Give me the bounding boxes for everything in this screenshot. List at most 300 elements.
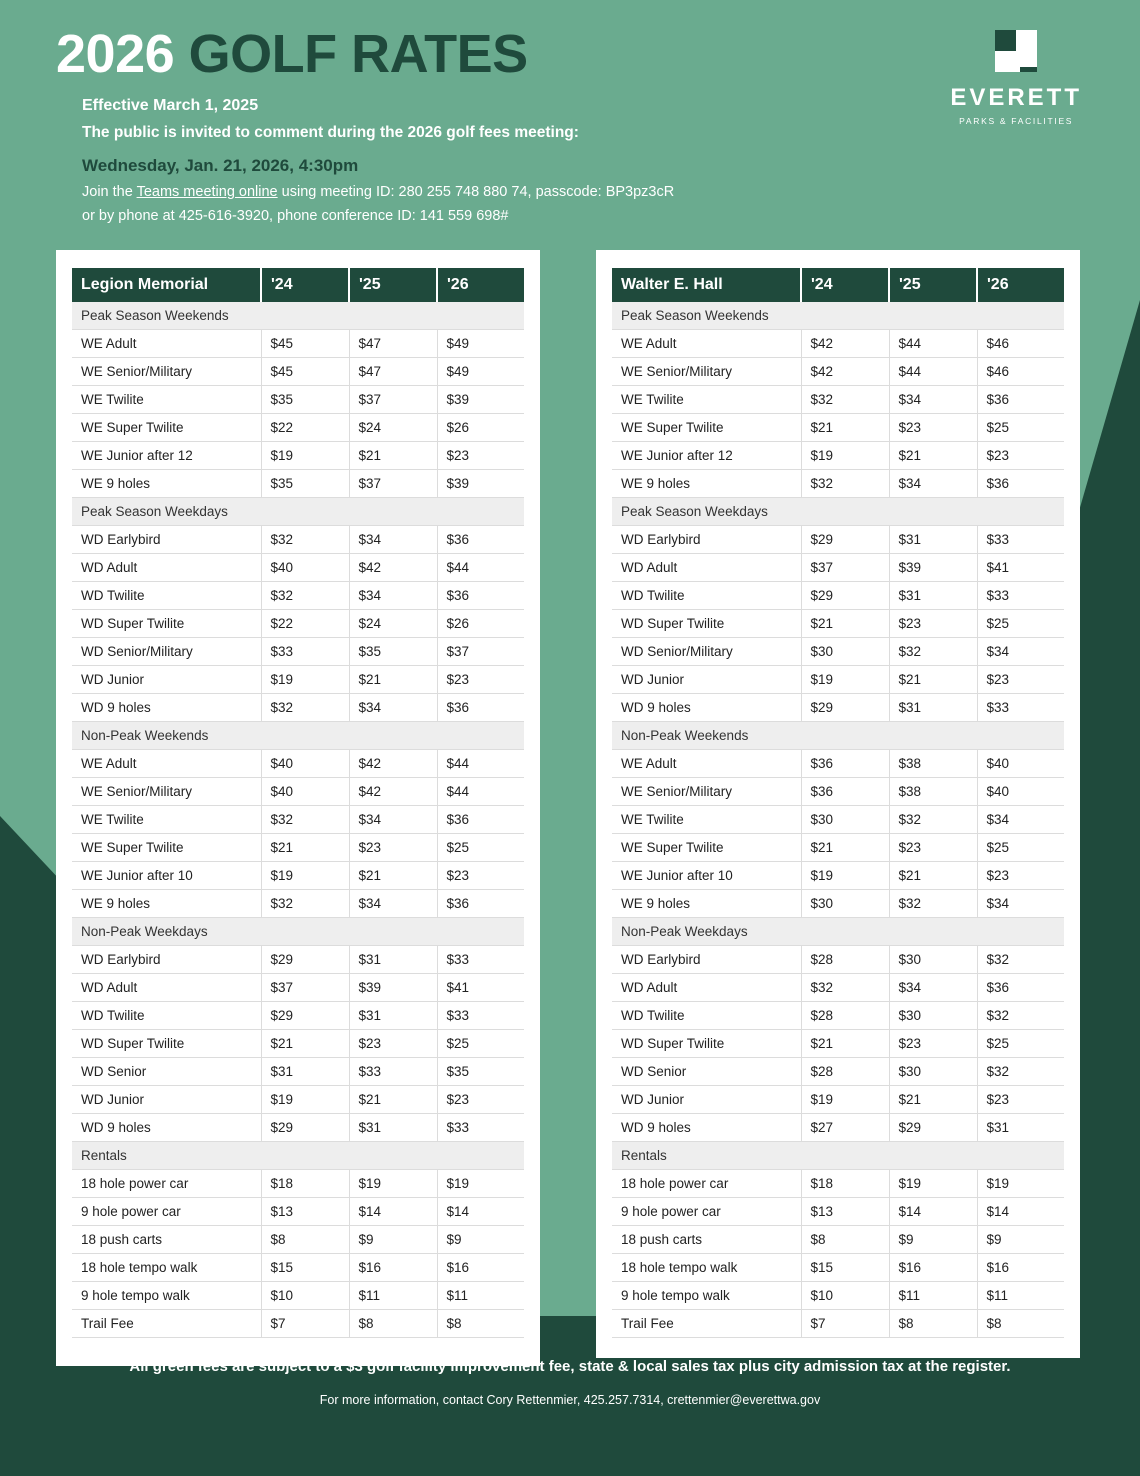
course-name-header: Walter E. Hall xyxy=(612,268,801,302)
rate-value: $22 xyxy=(261,413,349,441)
rate-value: $23 xyxy=(437,441,524,469)
rate-value: $26 xyxy=(437,609,524,637)
rate-label: WE 9 holes xyxy=(72,889,261,917)
rate-label: WE Twilite xyxy=(72,385,261,413)
rate-value: $35 xyxy=(349,637,437,665)
rate-value: $41 xyxy=(437,973,524,1001)
table-row xyxy=(612,385,1064,413)
table-section-label: Rentals xyxy=(72,1141,524,1169)
rate-value: $32 xyxy=(801,385,889,413)
table-row xyxy=(612,749,1064,777)
rate-label: WE Junior after 12 xyxy=(612,441,801,469)
table-row xyxy=(612,1085,1064,1113)
rate-label: WD Twilite xyxy=(612,581,801,609)
table-row xyxy=(612,861,1064,889)
table-row xyxy=(612,1281,1064,1309)
table-section-label: Rentals xyxy=(612,1141,1064,1169)
table-header-row xyxy=(612,268,1064,302)
table-row xyxy=(72,1281,524,1309)
title-rest: GOLF RATES xyxy=(188,24,528,84)
rate-value: $8 xyxy=(889,1309,977,1337)
rate-value: $37 xyxy=(349,469,437,497)
rate-value: $23 xyxy=(437,1085,524,1113)
rate-label: WE Super Twilite xyxy=(72,413,261,441)
table-row xyxy=(72,609,524,637)
rate-value: $33 xyxy=(977,581,1064,609)
rate-value: $47 xyxy=(349,329,437,357)
rate-value: $31 xyxy=(889,693,977,721)
rate-value: $30 xyxy=(889,1057,977,1085)
rate-value: $34 xyxy=(889,385,977,413)
rate-value: $30 xyxy=(801,889,889,917)
rate-value: $19 xyxy=(349,1169,437,1197)
rate-value: $36 xyxy=(977,385,1064,413)
rate-label: WE Super Twilite xyxy=(612,413,801,441)
rate-value: $19 xyxy=(801,1085,889,1113)
rate-value: $35 xyxy=(437,1057,524,1085)
page-header xyxy=(0,0,1140,224)
rate-value: $32 xyxy=(261,805,349,833)
rate-value: $31 xyxy=(977,1113,1064,1141)
rate-value: $8 xyxy=(801,1225,889,1253)
rate-label: WD Senior/Military xyxy=(612,637,801,665)
rate-value: $19 xyxy=(801,861,889,889)
rate-value: $33 xyxy=(437,1001,524,1029)
rate-value: $19 xyxy=(801,665,889,693)
rate-value: $44 xyxy=(437,749,524,777)
rate-value: $23 xyxy=(437,861,524,889)
rate-value: $35 xyxy=(261,385,349,413)
rate-value: $34 xyxy=(889,973,977,1001)
table-row xyxy=(72,525,524,553)
rate-value: $32 xyxy=(261,693,349,721)
rate-label: WD Earlybird xyxy=(612,945,801,973)
table-header-row xyxy=(72,268,524,302)
meeting-datetime: Wednesday, Jan. 21, 2026, 4:30pm xyxy=(82,155,359,175)
rate-value: $8 xyxy=(261,1225,349,1253)
rate-value: $34 xyxy=(349,889,437,917)
table-row xyxy=(612,889,1064,917)
rate-value: $23 xyxy=(437,665,524,693)
table-section-row xyxy=(612,721,1064,749)
effective-date: Effective March 1, 2025 xyxy=(82,96,259,114)
rate-value: $39 xyxy=(437,385,524,413)
table-row xyxy=(72,1001,524,1029)
rate-value: $49 xyxy=(437,329,524,357)
rate-value: $21 xyxy=(801,833,889,861)
rate-value: $7 xyxy=(261,1309,349,1337)
rate-value: $21 xyxy=(889,441,977,469)
rate-value: $34 xyxy=(349,525,437,553)
rate-label: WD Twilite xyxy=(72,581,261,609)
rate-value: $25 xyxy=(977,833,1064,861)
table-row xyxy=(72,889,524,917)
rate-value: $38 xyxy=(889,777,977,805)
rate-value: $19 xyxy=(801,441,889,469)
rate-tables xyxy=(0,250,1140,1366)
rate-value: $40 xyxy=(977,749,1064,777)
rate-value: $9 xyxy=(889,1225,977,1253)
rate-value: $19 xyxy=(261,861,349,889)
table-row xyxy=(72,413,524,441)
rate-value: $29 xyxy=(261,1001,349,1029)
rate-value: $14 xyxy=(349,1197,437,1225)
rate-value: $30 xyxy=(801,805,889,833)
rate-value: $37 xyxy=(261,973,349,1001)
rate-value: $34 xyxy=(977,805,1064,833)
logo-name: EVERETT xyxy=(950,84,1082,111)
rate-value: $19 xyxy=(261,1085,349,1113)
rate-value: $11 xyxy=(349,1281,437,1309)
rate-value: $33 xyxy=(977,525,1064,553)
table-row xyxy=(612,609,1064,637)
everett-logo-icon xyxy=(995,30,1037,72)
table-row xyxy=(72,1085,524,1113)
rate-label: WE Super Twilite xyxy=(612,833,801,861)
table-row xyxy=(72,1253,524,1281)
table-row xyxy=(72,329,524,357)
table-section-row xyxy=(72,917,524,945)
rate-label: WE Senior/Military xyxy=(612,777,801,805)
rate-value: $36 xyxy=(801,749,889,777)
table-row xyxy=(612,553,1064,581)
table-row xyxy=(72,833,524,861)
rate-label: WD 9 holes xyxy=(72,1113,261,1141)
rate-value: $47 xyxy=(349,357,437,385)
table-section-row xyxy=(72,721,524,749)
table-row xyxy=(612,1057,1064,1085)
table-section-label: Peak Season Weekdays xyxy=(72,497,524,525)
rate-label: 9 hole tempo walk xyxy=(612,1281,801,1309)
rate-value: $32 xyxy=(801,973,889,1001)
rate-value: $40 xyxy=(261,777,349,805)
rate-value: $15 xyxy=(261,1253,349,1281)
rate-value: $31 xyxy=(261,1057,349,1085)
table-body xyxy=(612,302,1064,1338)
rate-value: $29 xyxy=(889,1113,977,1141)
rate-label: WD Adult xyxy=(72,553,261,581)
rate-value: $33 xyxy=(977,693,1064,721)
table-row xyxy=(612,1225,1064,1253)
rate-label: WD 9 holes xyxy=(72,693,261,721)
table-section-row xyxy=(72,302,524,330)
rate-label: WD Adult xyxy=(612,553,801,581)
rate-value: $34 xyxy=(889,469,977,497)
rate-value: $37 xyxy=(349,385,437,413)
rate-value: $23 xyxy=(889,413,977,441)
rate-value: $14 xyxy=(437,1197,524,1225)
logo-tagline: PARKS & FACILITIES xyxy=(959,116,1074,126)
rate-value: $31 xyxy=(349,945,437,973)
rate-label: WE Adult xyxy=(72,329,261,357)
table-row xyxy=(72,805,524,833)
rate-value: $21 xyxy=(261,1029,349,1057)
table-section-row xyxy=(612,917,1064,945)
rate-label: WD Adult xyxy=(612,973,801,1001)
rate-label: 18 hole power car xyxy=(72,1169,261,1197)
rate-value: $40 xyxy=(977,777,1064,805)
rate-value: $38 xyxy=(889,749,977,777)
table-section-row xyxy=(72,497,524,525)
phone-line: or by phone at 425-616-3920, phone conference ID: 141 559 698# xyxy=(82,207,509,224)
rate-value: $33 xyxy=(349,1057,437,1085)
rate-label: WD Junior xyxy=(72,665,261,693)
table-row xyxy=(72,469,524,497)
rate-value: $29 xyxy=(801,693,889,721)
table-row xyxy=(612,805,1064,833)
rate-value: $25 xyxy=(977,413,1064,441)
table-section-label: Peak Season Weekdays xyxy=(612,497,1064,525)
rate-value: $36 xyxy=(437,693,524,721)
table-row xyxy=(612,1169,1064,1197)
table-head xyxy=(612,268,1064,302)
col-header-25: '25 xyxy=(889,268,977,302)
rate-value: $19 xyxy=(977,1169,1064,1197)
table-section-label: Peak Season Weekends xyxy=(72,302,524,330)
rate-label: WE Junior after 10 xyxy=(612,861,801,889)
rate-label: WE Super Twilite xyxy=(72,833,261,861)
rate-value: $13 xyxy=(801,1197,889,1225)
table-row xyxy=(72,693,524,721)
rate-value: $36 xyxy=(977,973,1064,1001)
rate-value: $11 xyxy=(437,1281,524,1309)
table-row xyxy=(72,553,524,581)
rate-value: $32 xyxy=(889,805,977,833)
table-row xyxy=(72,665,524,693)
table-row xyxy=(612,973,1064,1001)
table-section-label: Non-Peak Weekends xyxy=(72,721,524,749)
rate-value: $13 xyxy=(261,1197,349,1225)
table-row xyxy=(612,637,1064,665)
rate-value: $31 xyxy=(349,1001,437,1029)
rate-label: WE 9 holes xyxy=(72,469,261,497)
rate-value: $21 xyxy=(349,665,437,693)
teams-meeting-link[interactable]: Teams meeting online xyxy=(136,183,278,200)
rate-value: $18 xyxy=(261,1169,349,1197)
rate-value: $19 xyxy=(261,441,349,469)
rate-label: 18 hole tempo walk xyxy=(72,1253,261,1281)
course-name-header: Legion Memorial xyxy=(72,268,261,302)
rate-value: $23 xyxy=(977,441,1064,469)
rate-label: WD Twilite xyxy=(612,1001,801,1029)
rate-value: $21 xyxy=(889,1085,977,1113)
table-row xyxy=(72,357,524,385)
join-suffix: using meeting ID: 280 255 748 880 74, passcode: BP3pz3cR xyxy=(277,183,675,200)
rate-value: $35 xyxy=(261,469,349,497)
table-section-label: Non-Peak Weekdays xyxy=(72,917,524,945)
rate-label: 18 push carts xyxy=(612,1225,801,1253)
table-section-label: Non-Peak Weekdays xyxy=(612,917,1064,945)
rate-value: $32 xyxy=(889,637,977,665)
rate-label: 9 hole power car xyxy=(72,1197,261,1225)
rate-value: $8 xyxy=(349,1309,437,1337)
table-row xyxy=(72,581,524,609)
rate-label: 9 hole power car xyxy=(612,1197,801,1225)
rate-value: $30 xyxy=(889,945,977,973)
rate-value: $28 xyxy=(801,1057,889,1085)
rate-value: $21 xyxy=(261,833,349,861)
rate-value: $16 xyxy=(977,1253,1064,1281)
table-row xyxy=(612,357,1064,385)
rate-label: WD Earlybird xyxy=(72,945,261,973)
rate-value: $11 xyxy=(977,1281,1064,1309)
rate-value: $31 xyxy=(889,525,977,553)
rate-value: $42 xyxy=(801,329,889,357)
rate-value: $23 xyxy=(349,833,437,861)
rate-value: $21 xyxy=(349,441,437,469)
rate-value: $21 xyxy=(801,609,889,637)
rate-value: $45 xyxy=(261,329,349,357)
rate-label: 18 hole tempo walk xyxy=(612,1253,801,1281)
rate-value: $44 xyxy=(889,329,977,357)
rate-value: $24 xyxy=(349,413,437,441)
rate-value: $21 xyxy=(349,1085,437,1113)
table-row xyxy=(72,637,524,665)
rate-value: $8 xyxy=(437,1309,524,1337)
rate-value: $25 xyxy=(977,609,1064,637)
table-row xyxy=(612,693,1064,721)
col-header-24: '24 xyxy=(261,268,349,302)
rate-label: WD Super Twilite xyxy=(612,1029,801,1057)
rate-value: $44 xyxy=(437,553,524,581)
rate-value: $10 xyxy=(801,1281,889,1309)
rate-label: WE Adult xyxy=(612,749,801,777)
rate-value: $44 xyxy=(889,357,977,385)
rate-label: WE Adult xyxy=(72,749,261,777)
table-row xyxy=(72,1113,524,1141)
rate-label: WD Senior xyxy=(612,1057,801,1085)
table-row xyxy=(72,777,524,805)
table-row xyxy=(72,1057,524,1085)
rate-value: $33 xyxy=(437,1113,524,1141)
rate-value: $18 xyxy=(801,1169,889,1197)
rate-value: $14 xyxy=(977,1197,1064,1225)
join-line xyxy=(56,184,1080,200)
rate-label: WD 9 holes xyxy=(612,693,801,721)
rate-value: $34 xyxy=(977,889,1064,917)
rate-value: $22 xyxy=(261,609,349,637)
table-row xyxy=(72,861,524,889)
table-row xyxy=(72,945,524,973)
rate-value: $34 xyxy=(349,693,437,721)
rate-value: $19 xyxy=(437,1169,524,1197)
rate-value: $11 xyxy=(889,1281,977,1309)
rate-value: $21 xyxy=(801,413,889,441)
rate-value: $40 xyxy=(261,749,349,777)
rate-table-walter xyxy=(612,268,1064,1338)
rate-value: $16 xyxy=(349,1253,437,1281)
table-section-label: Non-Peak Weekends xyxy=(612,721,1064,749)
rate-value: $23 xyxy=(349,1029,437,1057)
rate-value: $24 xyxy=(349,609,437,637)
everett-logo xyxy=(950,30,1082,126)
rate-value: $23 xyxy=(977,1085,1064,1113)
table-row xyxy=(612,329,1064,357)
rate-value: $32 xyxy=(977,945,1064,973)
rate-value: $33 xyxy=(437,945,524,973)
rate-value: $21 xyxy=(889,665,977,693)
table-row xyxy=(612,665,1064,693)
rate-value: $42 xyxy=(349,777,437,805)
rate-value: $9 xyxy=(437,1225,524,1253)
rate-value: $36 xyxy=(977,469,1064,497)
col-header-26: '26 xyxy=(437,268,524,302)
table-section-row xyxy=(72,1141,524,1169)
rate-value: $30 xyxy=(801,637,889,665)
table-row xyxy=(72,1029,524,1057)
table-section-label: Peak Season Weekends xyxy=(612,302,1064,330)
rate-value: $49 xyxy=(437,357,524,385)
rate-value: $14 xyxy=(889,1197,977,1225)
rate-label: WD Junior xyxy=(612,665,801,693)
rate-value: $32 xyxy=(261,525,349,553)
rate-value: $21 xyxy=(801,1029,889,1057)
join-prefix: Join the xyxy=(82,183,137,200)
rate-value: $44 xyxy=(437,777,524,805)
rate-value: $19 xyxy=(889,1169,977,1197)
rate-label: WE Junior after 12 xyxy=(72,441,261,469)
table-row xyxy=(612,1001,1064,1029)
rate-value: $8 xyxy=(977,1309,1064,1337)
rate-value: $31 xyxy=(349,1113,437,1141)
table-row xyxy=(612,1197,1064,1225)
rate-value: $36 xyxy=(437,889,524,917)
rate-value: $42 xyxy=(801,357,889,385)
rate-value: $25 xyxy=(437,833,524,861)
table-row xyxy=(72,441,524,469)
footer-contact: For more information, contact Cory Rettenmier, 425.257.7314, crettenmier@everettwa.gov xyxy=(319,1393,821,1407)
rate-value: $37 xyxy=(437,637,524,665)
page-footer xyxy=(0,1316,1140,1476)
rate-value: $39 xyxy=(889,553,977,581)
rate-value: $9 xyxy=(977,1225,1064,1253)
table-head xyxy=(72,268,524,302)
rate-label: WD Senior xyxy=(72,1057,261,1085)
rate-label: WE Senior/Military xyxy=(72,357,261,385)
rate-value: $39 xyxy=(349,973,437,1001)
rate-value: $16 xyxy=(889,1253,977,1281)
rate-value: $29 xyxy=(261,1113,349,1141)
rate-label: WD Super Twilite xyxy=(72,1029,261,1057)
rate-value: $29 xyxy=(801,581,889,609)
rate-value: $25 xyxy=(437,1029,524,1057)
rate-value: $15 xyxy=(801,1253,889,1281)
rate-value: $45 xyxy=(261,357,349,385)
rate-value: $41 xyxy=(977,553,1064,581)
table-row xyxy=(72,1225,524,1253)
rate-value: $34 xyxy=(349,805,437,833)
rate-label: WD Earlybird xyxy=(612,525,801,553)
rate-value: $21 xyxy=(349,861,437,889)
rate-label: WE Senior/Military xyxy=(612,357,801,385)
rate-label: WE Senior/Military xyxy=(72,777,261,805)
page-title xyxy=(56,26,1080,83)
rate-value: $23 xyxy=(889,609,977,637)
rate-value: $23 xyxy=(977,665,1064,693)
rate-label: WD Adult xyxy=(72,973,261,1001)
rate-value: $23 xyxy=(889,1029,977,1057)
table-row xyxy=(612,1253,1064,1281)
table-row xyxy=(72,1197,524,1225)
rate-value: $46 xyxy=(977,357,1064,385)
rate-card-legion xyxy=(56,250,540,1366)
rate-value: $31 xyxy=(889,581,977,609)
rate-value: $33 xyxy=(261,637,349,665)
rate-label: WE Twilite xyxy=(612,805,801,833)
rate-label: Trail Fee xyxy=(612,1309,801,1337)
table-row xyxy=(72,1169,524,1197)
table-row xyxy=(612,833,1064,861)
